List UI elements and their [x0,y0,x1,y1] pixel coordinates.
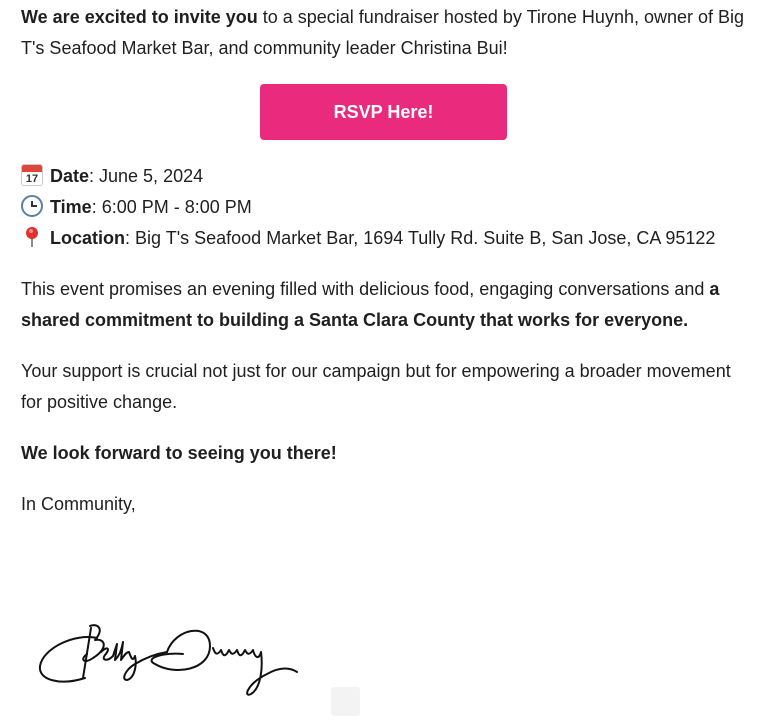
date-value: : June 5, 2024 [89,166,204,186]
event-description [21,274,746,336]
support-paragraph: Your support is crucial not just for our campaign but for empowering a broader movement for positive change. [21,361,731,412]
location-value: : Big T's Seafood Market Bar, 1694 Tully Rd. Suite B, San Jose, CA 95122 [125,228,716,248]
rsvp-wrapper [21,84,746,140]
image-placeholder [331,687,360,716]
intro-bold-text: We are excited to invite you [21,7,258,27]
intro-paragraph [21,2,746,64]
rsvp-button[interactable]: RSVP Here! [260,84,507,140]
date-label: Date [50,166,90,186]
round-pushpin-icon [21,226,43,248]
signature-image [35,608,305,718]
clock-icon [21,195,43,217]
event-description-text: This event promises an evening filled with delicious food, engaging conversations and [21,279,710,299]
event-description-bold: a shared commitment to building a Santa Clara County that works for everyone. [21,279,720,330]
event-details [21,161,746,254]
look-forward-text: We look forward to seeing you there! [21,443,337,463]
intro-text: to a special fundraiser hosted by Tirone Huynh, owner of Big T's Seafood Market Bar, and community leader Christina Bui! [21,7,745,58]
email-body [21,2,746,540]
time-label: Time [50,197,92,217]
location-label: Location [50,228,125,248]
closing-text: In Community, [21,494,136,514]
calendar-icon: 17 [21,164,43,186]
time-line [21,192,746,223]
location-line [21,223,746,254]
date-line [21,161,746,192]
time-value: : 6:00 PM - 8:00 PM [91,197,252,217]
